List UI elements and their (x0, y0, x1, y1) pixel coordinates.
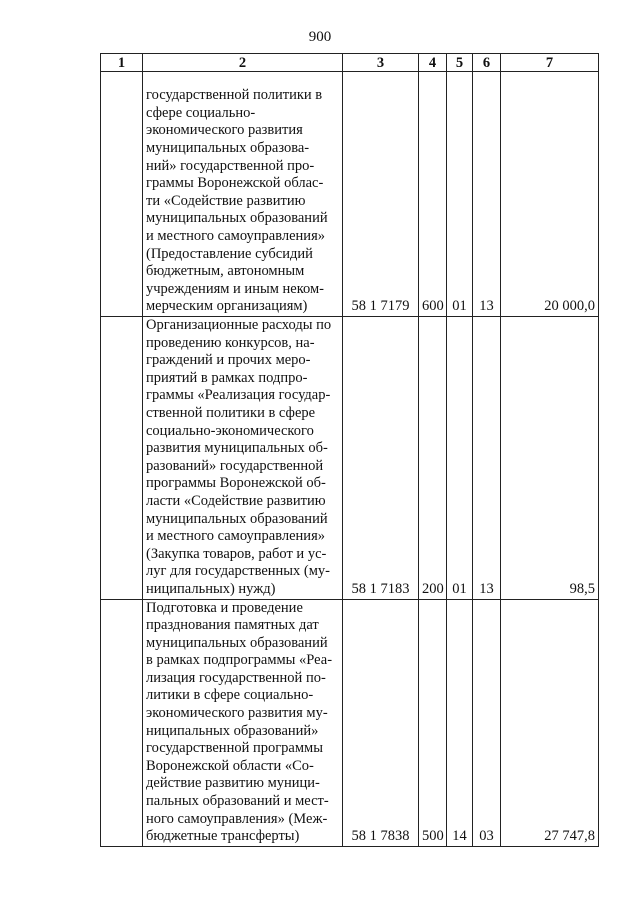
description-line: Организационные расходы по (146, 317, 332, 333)
cell-expense-type: 500 (419, 599, 447, 846)
description-line: бюджетные трансферты) (146, 828, 300, 845)
description-line: лизация государственной по- (146, 669, 326, 686)
cell-subsection: 13 (473, 317, 501, 600)
description-line: ласти «Содействие развитию (146, 492, 326, 509)
cell-target-code: 58 1 7838 (343, 599, 419, 846)
header-col-3: 3 (343, 54, 419, 72)
description-line: празднования памятных дат (146, 617, 319, 634)
cell-amount: 20 000,0 (501, 72, 599, 317)
cell-description (143, 317, 343, 600)
description-line: муниципальных образований (146, 210, 328, 227)
header-col-6: 6 (473, 54, 501, 72)
description-line: граммы «Реализация государ- (146, 387, 331, 404)
cell-description (143, 72, 343, 317)
description-line: луг для государственных (му- (146, 563, 330, 580)
description-line: в рамках подпрограммы «Реа- (146, 652, 333, 669)
cell-section: 01 (447, 72, 473, 317)
description-line: проведению конкурсов, на- (146, 334, 315, 351)
cell-description (143, 599, 343, 846)
description-line: приятий в рамках подпро- (146, 369, 308, 386)
description-line: муниципальных образова- (146, 140, 310, 157)
cell-target-code: 58 1 7179 (343, 72, 419, 317)
description-line: (Предоставление субсидий (146, 245, 313, 262)
description-line: муниципальных образований (146, 510, 328, 527)
description-line: (Закупка товаров, работ и ус- (146, 545, 327, 562)
header-col-2: 2 (143, 54, 343, 72)
cell-section: 14 (447, 599, 473, 846)
description-line: социально-экономического (146, 422, 314, 439)
header-col-4: 4 (419, 54, 447, 72)
description-line: экономического развития му- (146, 705, 328, 722)
header-col-1: 1 (101, 54, 143, 72)
header-col-7: 7 (501, 54, 599, 72)
description-line: Подготовка и проведение (146, 599, 303, 616)
description-line: ного самоуправления» (Меж- (146, 810, 328, 827)
table-row (101, 72, 599, 317)
table-row (101, 317, 599, 600)
cell-subsection: 13 (473, 72, 501, 317)
description-line: муниципальных образований (146, 634, 328, 651)
cell-col-1 (101, 599, 143, 846)
header-col-5: 5 (447, 54, 473, 72)
description-line: действие развитию муници- (146, 775, 320, 792)
description-line: Воронежской области «Со- (146, 757, 314, 774)
cell-section: 01 (447, 317, 473, 600)
cell-col-1 (101, 72, 143, 317)
description-line: сфере социально- (146, 104, 256, 121)
table-row (101, 599, 599, 846)
description-line: пальных образований и мест- (146, 793, 329, 810)
description-line: мерческим организациям) (146, 298, 308, 315)
cell-amount: 98,5 (501, 317, 599, 600)
description-line: граммы Воронежской облас- (146, 175, 324, 192)
cell-subsection: 03 (473, 599, 501, 846)
description-line: ниципальных образований» (146, 722, 319, 739)
cell-target-code: 58 1 7183 (343, 317, 419, 600)
description-line: программы Воронежской об- (146, 475, 326, 492)
cell-expense-type: 600 (419, 72, 447, 317)
description-line: развития муниципальных об- (146, 440, 328, 457)
description-line: литики в сфере социально- (146, 687, 314, 704)
description-line: и местного самоуправления» (146, 528, 325, 545)
cell-expense-type: 200 (419, 317, 447, 600)
description-line: разований» государственной (146, 457, 324, 474)
description-line: граждений и прочих меро- (146, 352, 311, 369)
description-line: ниципальных) нужд) (146, 580, 276, 597)
description-line: экономического развития (146, 122, 303, 139)
table-header-row (101, 54, 599, 72)
description-line: государственной программы (146, 740, 323, 757)
description-line: государственной политики в (146, 87, 323, 104)
description-line: и местного самоуправления» (146, 228, 325, 245)
description-line: ственной политики в сфере (146, 404, 316, 421)
budget-table (100, 53, 599, 847)
description-line: ний» государственной про- (146, 157, 315, 174)
cell-amount: 27 747,8 (501, 599, 599, 846)
description-line: бюджетным, автономным (146, 263, 305, 280)
page-number: 900 (308, 29, 332, 45)
description-line: учреждениям и иным неком- (146, 280, 324, 297)
description-line: ти «Содействие развитию (146, 192, 306, 209)
cell-col-1 (101, 317, 143, 600)
